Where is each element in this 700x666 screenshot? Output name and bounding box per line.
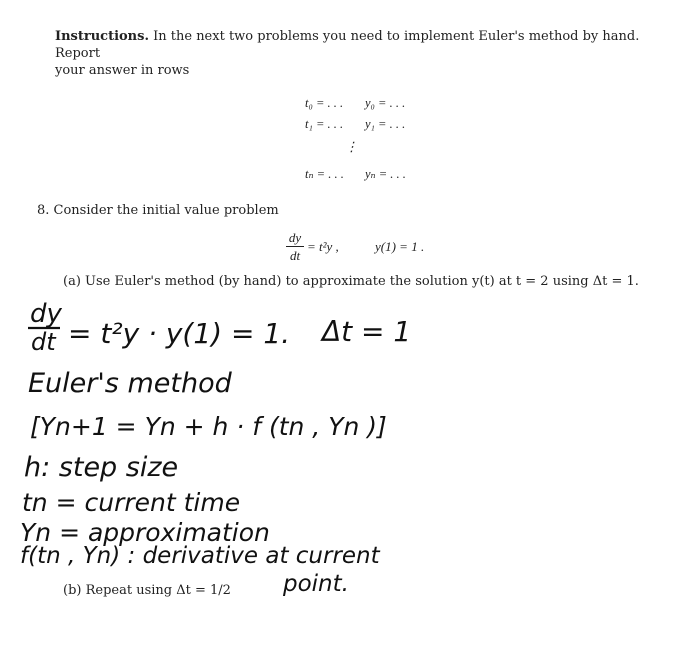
row-yn: yₙ = . . . [365, 167, 406, 181]
row-t1: t₁ = . . . [305, 117, 344, 131]
hw-frac-den: dt [31, 328, 56, 356]
hw-line7: f(tn , Yn) : derivative at current [20, 543, 380, 569]
hw-line4: h: step size [24, 452, 179, 483]
rows-vdots: ⋮ [345, 139, 358, 154]
row-y1: y₁ = . . . [365, 117, 406, 131]
hw-line8: point. [283, 571, 349, 597]
fraction-denominator: dt [289, 248, 301, 263]
initial-condition: y(1) = 1 . [375, 239, 425, 254]
row-t0: t₀ = . . . [305, 96, 344, 110]
row-y0: y₀ = . . . [365, 96, 406, 110]
hw-line6: Yn = approximation [20, 518, 270, 547]
row-tn: tₙ = . . . [305, 167, 344, 181]
hw-line3: [Yn+1 = Yn + h · f (tn , Yn )] [30, 412, 387, 441]
hw-line5: tn = current time [22, 488, 241, 517]
instructions-heading: Instructions. [55, 29, 149, 44]
hw-line2: Euler's method [28, 368, 232, 399]
instructions-line2: your answer in rows [55, 63, 190, 78]
problem-statement: 8. Consider the initial value problem [37, 203, 279, 218]
equation-rhs: = t²y , [307, 239, 339, 254]
instructions-line1: In the next two problems you need to implement Euler's method by hand. Report [55, 29, 640, 61]
hw-frac-num: dy [30, 299, 62, 329]
fraction-numerator: dy [288, 230, 302, 245]
hw-line1-dt: Δt = 1 [322, 315, 412, 348]
hw-line1-rest: = t²y · y(1) = 1. [68, 317, 291, 350]
part-b: (b) Repeat using Δt = 1/2 [63, 583, 231, 598]
part-a: (a) Use Euler's method (by hand) to approximate the solution y(t) at t = 2 using Δt = 1. [63, 274, 639, 289]
